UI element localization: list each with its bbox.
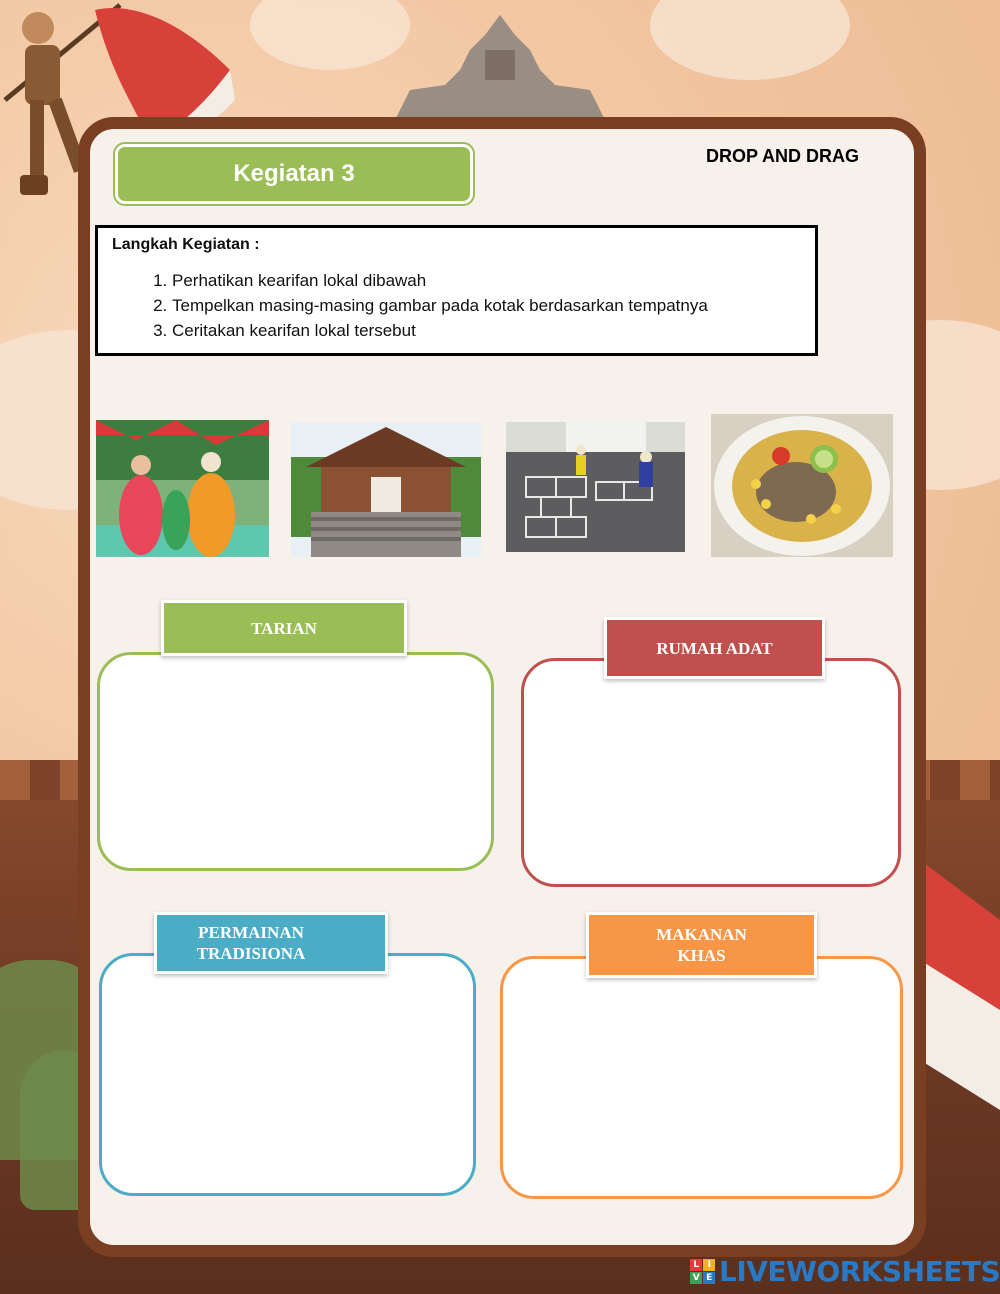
drop-zone-tarian[interactable] <box>97 652 494 871</box>
instruction-step: 1. Perhatikan kearifan lokal dibawah <box>172 268 801 293</box>
activity-mode-label: DROP AND DRAG <box>706 146 860 166</box>
dancers-photo[interactable] <box>96 420 269 557</box>
instruction-step: 2. Tempelkan masing-masing gambar pada kotak berdasarkan tempatnya <box>172 293 801 318</box>
instructions-heading: Langkah Kegiatan : <box>112 236 260 253</box>
liveworksheets-logo <box>690 1255 1000 1288</box>
page-title: Kegiatan 3 <box>115 144 473 204</box>
category-label-makanan: MAKANAN KHAS <box>586 912 817 978</box>
drop-zone-rumah-adat[interactable] <box>521 658 901 887</box>
category-label-rumah-adat: RUMAH ADAT <box>604 617 825 679</box>
drop-zone-makanan[interactable] <box>500 956 903 1199</box>
flag-icon <box>920 860 1000 1120</box>
traditional-house-photo[interactable] <box>291 422 481 557</box>
cloud-decoration <box>250 0 410 70</box>
instruction-step: 3. Ceritakan kearifan lokal tersebut <box>172 318 801 343</box>
cloud-decoration <box>650 0 850 80</box>
drop-zone-permainan[interactable] <box>99 953 476 1196</box>
category-label-tarian: TARIAN <box>161 600 407 656</box>
instructions-list <box>112 268 801 343</box>
corn-soup-dish-photo[interactable] <box>711 414 893 557</box>
instructions-box <box>95 225 818 356</box>
logo-text: LIVEWORKSHEETS <box>719 1255 1000 1288</box>
temple-gate-icon <box>390 10 610 130</box>
category-label-permainan: PERMAINAN TRADISIONA <box>154 912 388 974</box>
logo-grid-icon: L I V E <box>690 1259 715 1284</box>
hopscotch-game-photo[interactable] <box>506 422 685 552</box>
